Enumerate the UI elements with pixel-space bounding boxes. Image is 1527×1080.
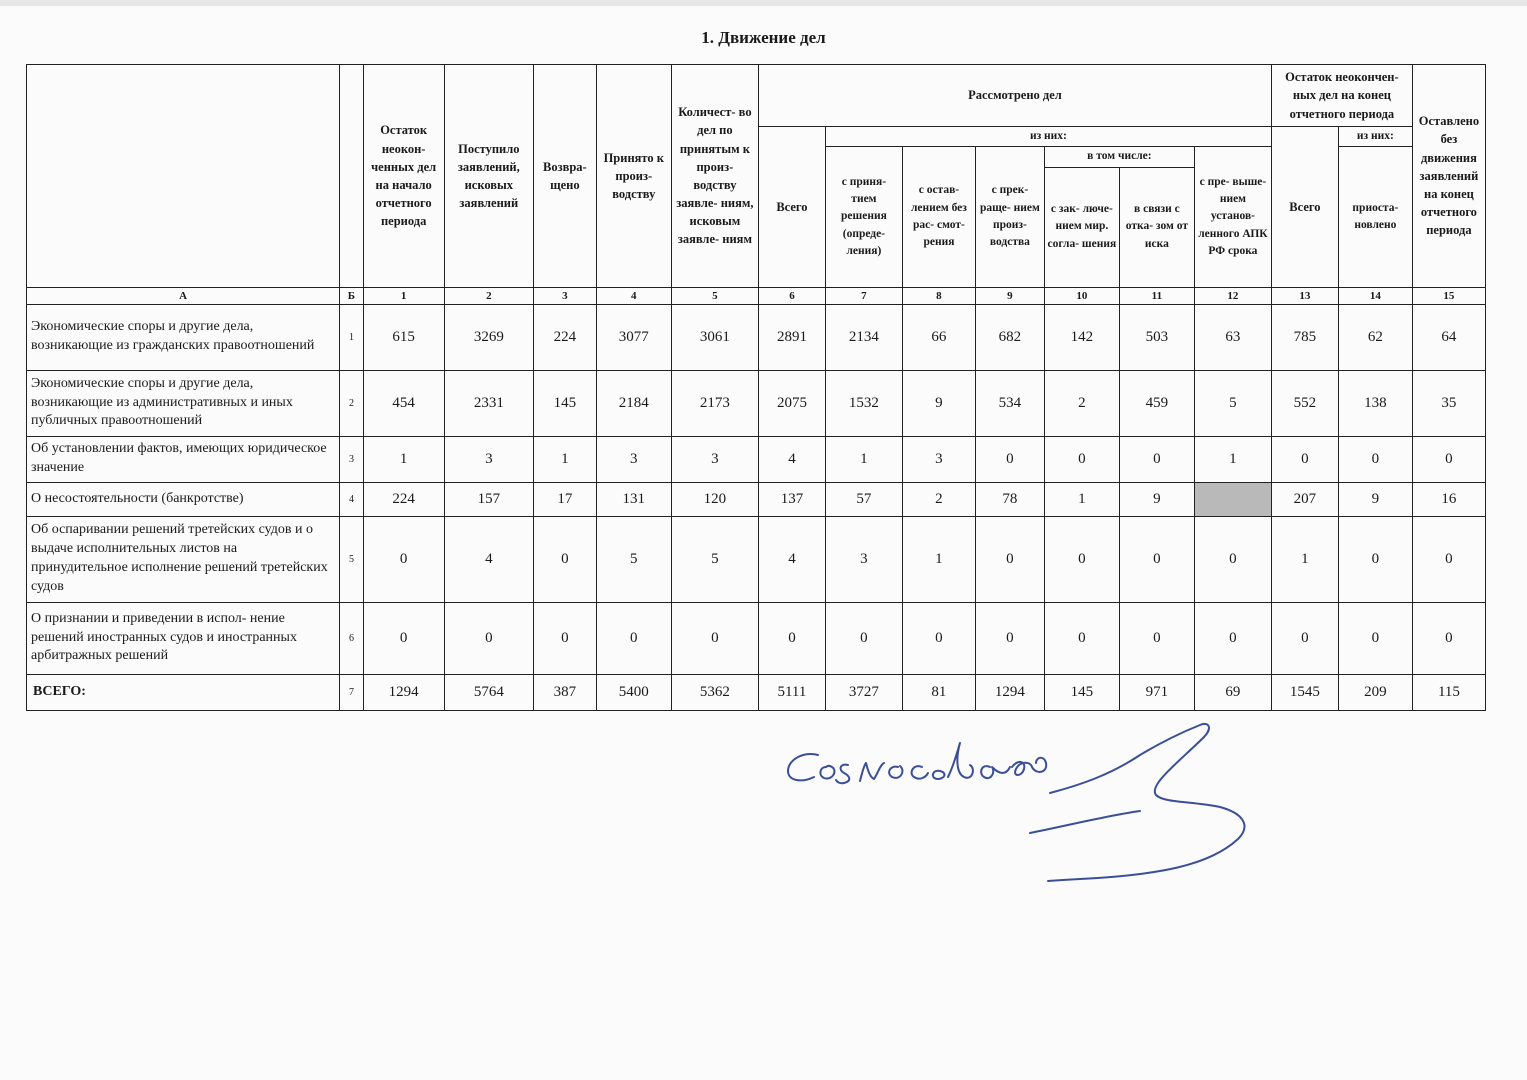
column-number-10: 9 bbox=[975, 287, 1044, 304]
total-cell-col-6: 5111 bbox=[758, 674, 825, 710]
header-col-4: Принято к произ- водству bbox=[596, 65, 671, 288]
cell-col-2: 4 bbox=[444, 516, 533, 602]
cell-col-5: 5 bbox=[671, 516, 758, 602]
column-number-12: 11 bbox=[1119, 287, 1194, 304]
cell-col-15: 16 bbox=[1412, 482, 1485, 516]
cell-col-12: 63 bbox=[1194, 304, 1271, 370]
column-number-8: 7 bbox=[825, 287, 902, 304]
table-row bbox=[27, 482, 1486, 516]
header-considered: Рассмотрено дел bbox=[758, 65, 1271, 127]
cell-col-4: 3 bbox=[596, 436, 671, 482]
cell-col-5: 0 bbox=[671, 602, 758, 674]
total-cell-col-9: 1294 bbox=[975, 674, 1044, 710]
column-number-6: 5 bbox=[671, 287, 758, 304]
table-row bbox=[27, 436, 1486, 482]
cell-col-4: 131 bbox=[596, 482, 671, 516]
column-number-14: 13 bbox=[1271, 287, 1338, 304]
table-wrapper bbox=[26, 64, 1486, 711]
row-label: Об установлении фактов, имеющих юридическое значение bbox=[27, 436, 340, 482]
header-col-2: Поступило заявлений, исковых заявлений bbox=[444, 65, 533, 288]
cell-col-2: 3269 bbox=[444, 304, 533, 370]
cell-col-3: 0 bbox=[533, 516, 596, 602]
cell-col-12: 0 bbox=[1194, 516, 1271, 602]
cell-col-2: 2331 bbox=[444, 370, 533, 436]
cell-col-6: 2891 bbox=[758, 304, 825, 370]
case-movement-table bbox=[26, 64, 1486, 711]
cell-col-8: 2 bbox=[902, 482, 975, 516]
cell-col-15: 0 bbox=[1412, 602, 1485, 674]
cell-col-7: 2134 bbox=[825, 304, 902, 370]
cell-col-13: 207 bbox=[1271, 482, 1338, 516]
cell-col-6: 4 bbox=[758, 436, 825, 482]
header-col-11: в связи с отка- зом от иска bbox=[1119, 167, 1194, 287]
total-label: ВСЕГО: bbox=[27, 674, 340, 710]
cell-col-8: 1 bbox=[902, 516, 975, 602]
cell-col-1: 0 bbox=[363, 516, 444, 602]
cell-col-1: 224 bbox=[363, 482, 444, 516]
column-number-4: 3 bbox=[533, 287, 596, 304]
cell-col-9: 0 bbox=[975, 602, 1044, 674]
header-col-7: с приня- тием решения (опреде- ления) bbox=[825, 147, 902, 287]
cell-col-13: 0 bbox=[1271, 602, 1338, 674]
column-number-11: 10 bbox=[1044, 287, 1119, 304]
cell-col-12: 0 bbox=[1194, 602, 1271, 674]
total-cell-col-2: 5764 bbox=[444, 674, 533, 710]
cell-col-11: 9 bbox=[1119, 482, 1194, 516]
cell-col-5: 2173 bbox=[671, 370, 758, 436]
cell-col-2: 157 bbox=[444, 482, 533, 516]
row-label: О признании и приведении в испол- нение решений иностранных судов и иностранных арбитражных решений bbox=[27, 602, 340, 674]
cell-col-15: 0 bbox=[1412, 516, 1485, 602]
header-col-13: Всего bbox=[1271, 127, 1338, 288]
cell-col-3: 0 bbox=[533, 602, 596, 674]
column-number-3: 2 bbox=[444, 287, 533, 304]
cell-col-9: 78 bbox=[975, 482, 1044, 516]
row-number: 1 bbox=[340, 304, 363, 370]
total-cell-col-7: 3727 bbox=[825, 674, 902, 710]
cell-col-3: 224 bbox=[533, 304, 596, 370]
cell-col-1: 615 bbox=[363, 304, 444, 370]
cell-col-12: 1 bbox=[1194, 436, 1271, 482]
cell-col-11: 0 bbox=[1119, 602, 1194, 674]
cell-col-14: 0 bbox=[1338, 602, 1412, 674]
row-label: Экономические споры и другие дела, возникающие из административных и иных публичных правоотношений bbox=[27, 370, 340, 436]
cell-col-11: 0 bbox=[1119, 516, 1194, 602]
header-remainder-end: Остаток неокончен- ных дел на конец отчетного периода bbox=[1271, 65, 1412, 127]
total-cell-col-12: 69 bbox=[1194, 674, 1271, 710]
page-title: 1. Движение дел bbox=[701, 28, 826, 47]
cell-col-4: 2184 bbox=[596, 370, 671, 436]
cell-col-14: 0 bbox=[1338, 436, 1412, 482]
row-number: 4 bbox=[340, 482, 363, 516]
cell-col-3: 1 bbox=[533, 436, 596, 482]
table-row bbox=[27, 370, 1486, 436]
cell-col-15: 64 bbox=[1412, 304, 1485, 370]
row-number: 2 bbox=[340, 370, 363, 436]
total-cell-col-1: 1294 bbox=[363, 674, 444, 710]
header-col-9: с прек- раще- нием произ- водства bbox=[975, 147, 1044, 287]
cell-col-10: 0 bbox=[1044, 516, 1119, 602]
cell-col-11: 0 bbox=[1119, 436, 1194, 482]
header-col-6: Всего bbox=[758, 127, 825, 288]
cell-col-6: 0 bbox=[758, 602, 825, 674]
cell-col-9: 682 bbox=[975, 304, 1044, 370]
table-row bbox=[27, 602, 1486, 674]
cell-col-1: 1 bbox=[363, 436, 444, 482]
row-number: 6 bbox=[340, 602, 363, 674]
header-col-8: с остав- лением без рас- смот- рения bbox=[902, 147, 975, 287]
column-number-13: 12 bbox=[1194, 287, 1271, 304]
row-number: 3 bbox=[340, 436, 363, 482]
total-cell-col-11: 971 bbox=[1119, 674, 1194, 710]
cell-col-4: 0 bbox=[596, 602, 671, 674]
header-blank bbox=[27, 65, 340, 288]
cell-col-11: 503 bbox=[1119, 304, 1194, 370]
cell-col-15: 0 bbox=[1412, 436, 1485, 482]
header-col-14: приоста- новлено bbox=[1338, 147, 1412, 287]
cell-col-14: 62 bbox=[1338, 304, 1412, 370]
header-col-12: с пре- выше- нием установ- ленного АПК РФ срока bbox=[1194, 147, 1271, 287]
header-of-them: из них: bbox=[825, 127, 1271, 147]
total-cell-col-15: 115 bbox=[1412, 674, 1485, 710]
cell-col-5: 3061 bbox=[671, 304, 758, 370]
cell-col-3: 17 bbox=[533, 482, 596, 516]
cell-col-13: 552 bbox=[1271, 370, 1338, 436]
cell-col-10: 2 bbox=[1044, 370, 1119, 436]
total-row-number: 7 bbox=[340, 674, 363, 710]
cell-col-11: 459 bbox=[1119, 370, 1194, 436]
scan-edge bbox=[0, 0, 1527, 6]
cell-col-14: 9 bbox=[1338, 482, 1412, 516]
cell-col-8: 0 bbox=[902, 602, 975, 674]
cell-col-14: 138 bbox=[1338, 370, 1412, 436]
cell-col-13: 0 bbox=[1271, 436, 1338, 482]
cell-col-1: 0 bbox=[363, 602, 444, 674]
cell-col-9: 534 bbox=[975, 370, 1044, 436]
cell-col-8: 3 bbox=[902, 436, 975, 482]
total-cell-col-10: 145 bbox=[1044, 674, 1119, 710]
cell-col-10: 0 bbox=[1044, 602, 1119, 674]
signature-scribble bbox=[780, 715, 1280, 895]
cell-col-7: 1 bbox=[825, 436, 902, 482]
header-remainder-of-them: из них: bbox=[1338, 127, 1412, 147]
row-label: Экономические споры и другие дела, возникающие из гражданских правоотношений bbox=[27, 304, 340, 370]
header-col-1: Остаток неокон- ченных дел на начало отчетного периода bbox=[363, 65, 444, 288]
header-col-5: Количест- во дел по принятым к произ- водству заявле- ниям, исковым заявле- ниям bbox=[671, 65, 758, 288]
cell-col-12: 5 bbox=[1194, 370, 1271, 436]
cell-col-4: 5 bbox=[596, 516, 671, 602]
column-number-7: 6 bbox=[758, 287, 825, 304]
column-number-0: А bbox=[27, 287, 340, 304]
cell-col-2: 3 bbox=[444, 436, 533, 482]
column-number-9: 8 bbox=[902, 287, 975, 304]
column-number-5: 4 bbox=[596, 287, 671, 304]
total-cell-col-13: 1545 bbox=[1271, 674, 1338, 710]
table-row bbox=[27, 304, 1486, 370]
cell-col-12 bbox=[1194, 482, 1271, 516]
cell-col-7: 1532 bbox=[825, 370, 902, 436]
cell-col-5: 120 bbox=[671, 482, 758, 516]
cell-col-7: 3 bbox=[825, 516, 902, 602]
header-col-10: с зак- люче- нием мир. согла- шения bbox=[1044, 167, 1119, 287]
cell-col-13: 1 bbox=[1271, 516, 1338, 602]
cell-col-2: 0 bbox=[444, 602, 533, 674]
cell-col-14: 0 bbox=[1338, 516, 1412, 602]
header-col-15: Оставлено без движения заявлений на конец отчетного периода bbox=[1412, 65, 1485, 288]
total-cell-col-8: 81 bbox=[902, 674, 975, 710]
cell-col-10: 1 bbox=[1044, 482, 1119, 516]
total-cell-col-4: 5400 bbox=[596, 674, 671, 710]
cell-col-7: 0 bbox=[825, 602, 902, 674]
cell-col-6: 2075 bbox=[758, 370, 825, 436]
table-body bbox=[27, 304, 1486, 710]
total-cell-col-14: 209 bbox=[1338, 674, 1412, 710]
column-number-row bbox=[27, 287, 1486, 304]
total-row bbox=[27, 674, 1486, 710]
cell-col-13: 785 bbox=[1271, 304, 1338, 370]
cell-col-5: 3 bbox=[671, 436, 758, 482]
total-cell-col-3: 387 bbox=[533, 674, 596, 710]
header-blank-num bbox=[340, 65, 363, 288]
cell-col-7: 57 bbox=[825, 482, 902, 516]
cell-col-9: 0 bbox=[975, 516, 1044, 602]
column-number-15: 14 bbox=[1338, 287, 1412, 304]
cell-col-8: 9 bbox=[902, 370, 975, 436]
cell-col-4: 3077 bbox=[596, 304, 671, 370]
row-number: 5 bbox=[340, 516, 363, 602]
cell-col-9: 0 bbox=[975, 436, 1044, 482]
column-number-1: Б bbox=[340, 287, 363, 304]
header-including: в том числе: bbox=[1044, 147, 1194, 167]
cell-col-6: 4 bbox=[758, 516, 825, 602]
column-number-2: 1 bbox=[363, 287, 444, 304]
column-number-16: 15 bbox=[1412, 287, 1485, 304]
cell-col-8: 66 bbox=[902, 304, 975, 370]
row-label: Об оспаривании решений третейских судов и о выдаче исполнительных листов на принудительное исполнение решений третейских судов bbox=[27, 516, 340, 602]
cell-col-10: 142 bbox=[1044, 304, 1119, 370]
table-row bbox=[27, 516, 1486, 602]
header-col-3: Возвра- щено bbox=[533, 65, 596, 288]
cell-col-1: 454 bbox=[363, 370, 444, 436]
total-cell-col-5: 5362 bbox=[671, 674, 758, 710]
cell-col-10: 0 bbox=[1044, 436, 1119, 482]
cell-col-6: 137 bbox=[758, 482, 825, 516]
cell-col-3: 145 bbox=[533, 370, 596, 436]
cell-col-15: 35 bbox=[1412, 370, 1485, 436]
row-label: О несостоятельности (банкротстве) bbox=[27, 482, 340, 516]
